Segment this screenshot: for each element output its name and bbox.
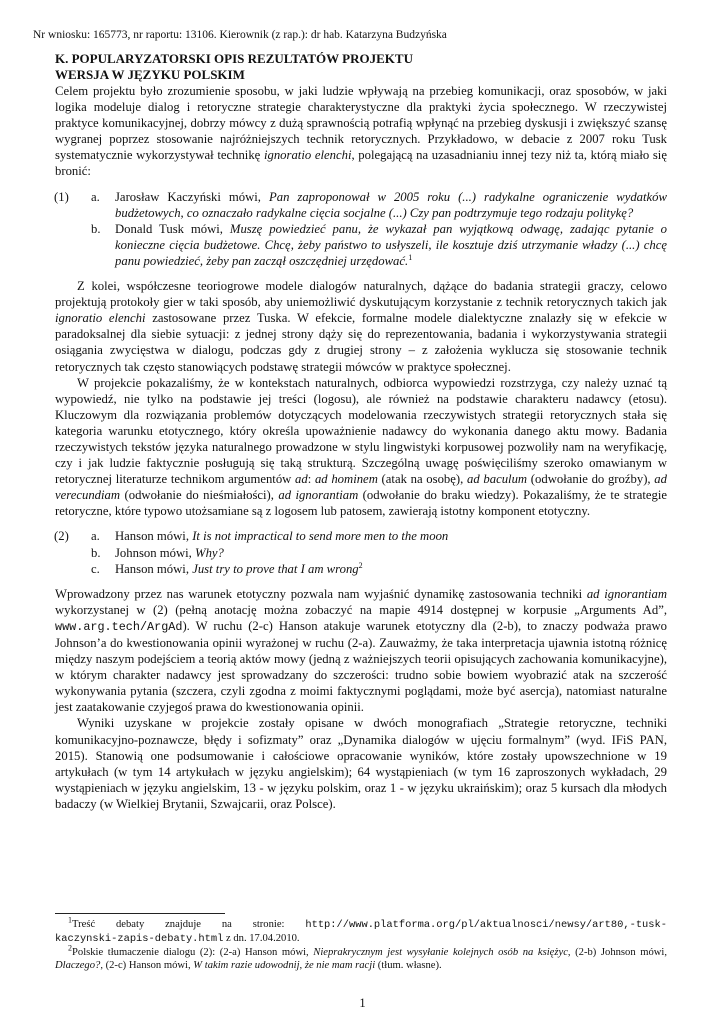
footnote-text: , (2-b) Johnson mówi, [567,947,667,958]
text-run: (odwołanie do braku wiedzy). Pokazaliśmy, że te strategie retoryczne, które typowo utożsamiane są z logosem lub patosem, zawierają istotny komponent etotyczny. [55,488,667,519]
speaker-text: Donald Tusk mówi, [115,221,230,236]
quoted-utterance: Muszę powiedzieć panu, że wykazał pan wyjątkową odwagę, zadając pytanie o konieczne cięcia budżetowe. Chcę, żeby państwo to usłyszeli, ile kosztuje dziś utrzymanie władzy (...) chcę panu powiedzieć, żeby pan zaczął oszczędniej urzędować. [115,221,667,268]
footnote-text: , (2-c) Hanson mówi, [100,960,194,971]
speaker-text: Hanson mówi, [115,529,193,544]
footnote-2 [55,943,667,972]
example-item-label: a. [91,189,100,204]
example-item-b [115,221,667,269]
text-run: : [307,472,315,487]
quoted-utterance: It is not impractical to send more men to the moon [192,529,449,544]
paragraph-ad-ignorantiam [55,586,667,716]
footnote-ref-2[interactable]: 2 [358,560,363,570]
main-content [55,51,667,812]
example-item-b [115,545,667,561]
term-ad-ignorantiam: ad ignorantiam [586,586,667,601]
term-ignoratio-elenchi: ignoratio elenchi [55,311,146,326]
text-run: (odwołanie do nieśmiałości), [120,488,279,503]
example-item-label: c. [91,561,100,576]
text-run: Celem projektu było zrozumienie sposobu, w jaki ludzie wpływają na przebieg komunikacji, oraz sposobów, w jaki logika modeluje dialog i retoryczne strategie charakterystyczne dla praktyki życia społecznego. W rzeczywistej praktyce komunikacyjnej, dobrzy mówcy z dużą sprawnością potrafią wpłynąć na przebieg dyskusji i zwiększyć szansę wygranej poprzez stosowanie najróżniejszych technik retorycznych. Przykładowo, w debacie z 2007 roku Tusk systematycznie wykorzystywał technikę [55,84,667,163]
text-run: ). W ruchu (2-c) Hanson atakuje warunek etotyczny dla (2-b), to znaczy podważa prawo Johnson’a do kwestionowania opinii wyrażonej w ruchu (2-a). Zauważmy, że taka interpretacja ujawnia istotną różnicę między naszym podejściem a teorią aktów mowy (jedną z ważniejszych teorii opisujących zachowania komunikacyjne), w którym charakter nadawcy jest sprowadzany do szczerości: trudno sobie bowiem wyobrazić atak na szczerość wykonywania pytania (szczera, czyli zgodna z moimi faktycznymi poglądami, może być asercja), natomiast naturalne jest zaatakowanie czyjegoś prawa do kwestionowania opinii. [55,618,667,715]
term-ignoratio-elenchi: ignoratio elenchi [263,148,352,163]
footnote-quote: W takim razie udowodnij, że nie mam racji [193,960,376,971]
example-item-a [115,528,667,544]
example-item-label: b. [91,545,101,560]
section-title [55,51,667,82]
example-item-c [115,561,667,577]
text-run: (atak na osobę), [377,472,467,487]
example-item-label: a. [91,529,100,544]
quoted-utterance: Why? [195,545,224,560]
example-2 [54,528,667,576]
paragraph-game-models [55,278,667,375]
text-run: W projekcie pokazaliśmy, że w kontekstach naturalnych, odbiorca wypowiedzi rozstrzyga, czy należy uznać tą wypowiedź, nie tylko na podstawie jej treści (logosu), ale również na podstawie charakteru nadawcy (etosu). Kluczowym dla rozwiązania problemów dotyczących modelowania rzeczywistych strategii retorycznych stała się kategoria warunku etotycznego, który określa upoważnienie nadawcy do wykonania danego aktu mowy. Badania rzeczywistych tekstów języka naturalnego prowadzone w stylu lingwistyki korpusowej pozwoliły nam na weryfikację, czy i jak ludzie faktycznie posługują się taką strukturą. Szczególną uwagę poświęciliśmy szeroko omawianym w retorycznej literaturze technikom argumentów [55,375,667,487]
example-item-a [115,189,667,221]
term: ad ignorantiam [278,488,359,503]
footnote-divider [55,913,225,914]
section-title-line-1: K. POPULARYZATORSKI OPIS REZULTATÓW PROJEKTU [55,51,413,66]
example-number: (1) [54,189,69,204]
term: ad [295,472,308,487]
page-number: 1 [359,996,366,1010]
footnote-text: z dn. 17.04.2010. [223,933,300,944]
footnote-1 [55,915,667,946]
speaker-text: Hanson mówi, [115,561,193,576]
speaker-text: Johnson mówi, [115,545,196,560]
footnote-ref-1[interactable]: 1 [408,252,413,262]
corpus-link[interactable]: www.arg.tech/ArgAd [55,619,183,634]
text-run: Z kolei, współczesne teoriogrowe modele dialogów naturalnych, dążące do badania strategii graczy, celowo projektują protokoły gier w taki sposób, aby uniemożliwić dyskutującym korzystanie z technik retorycznych takich jak [55,279,667,310]
example-1 [54,189,667,269]
example-number: (2) [54,529,69,544]
paragraph-results: Wyniki uzyskane w projekcie zostały opisane w dwóch monografiach „Strategie retoryczne, techniki komunikacyjno-poznawcze, błędy i sofizmaty” oraz „Dynamika dialogów w ujęciu formalnym” (wyd. IFiS PAN, 2015). Stanowią one podsumowanie i całościowe opracowanie wyników, które zostały upowszechnione w 19 artykułach (w tym 14 artykułach w języku angielskim); 64 wystąpieniach (w tym 16 zaproszonych wykładach, 29 wystąpieniach w języku angielskim, 13 - w języku polskim, oraz 1 - w języku ukraińskim); oraz 5 kursach dla młodych badaczy (w Wielkiej Brytanii, Szwajcarii, oraz Polsce). [55,716,667,811]
footnote-quote: Nieprakrycznym jest wysyłanie kolejnych osób na księżyc [313,947,568,958]
footnote-mark: 1 [68,915,72,925]
footnote-mark: 2 [68,943,72,953]
report-header: Nr wniosku: 165773, nr raportu: 13106. Kierownik (z rap.): dr hab. Katarzyna Budzyńska [33,29,447,41]
footnote-text: Polskie tłumaczenie dialogu (2): (2-a) Hanson mówi, [72,947,314,958]
quoted-utterance: Pan zaproponował w 2005 roku (...) radykalne ograniczenie wydatków budżetowych, co oznaczało radykalne cięcia socjalne (...) Czy pan podtrzymuje tego rodzaju politykę? [115,189,667,220]
quoted-utterance: Just try to prove that I am wrong [192,561,359,576]
footnote-quote: Dlaczego? [55,960,101,971]
text-run: Wprowadzony przez nas warunek etotyczny pozwala nam wyjaśnić dynamikę zastosowania techniki [55,586,587,601]
term: ad hominem [314,472,378,487]
footnote-url[interactable]: http://www.platforma.org/pl/aktualnosci/newsy/art80,-tusk-kaczynski-zapis-debaty.html [55,919,667,945]
text-run: wykorzystanej w (2) (pełną anotację można zobaczyć na mapie 4914 dostępnej w korpusie „Arguments Ad”, [55,602,667,617]
speaker-text: Jarosław Kaczyński mówi, [115,189,269,204]
footnote-text: Treść debaty znajduje na stronie: [72,919,306,930]
term: ad baculum [467,472,528,487]
text-run: (odwołanie do groźby), [527,472,655,487]
text-run: , polegającą na uzasadnianiu innej tezy niż ta, którą miało się bronić: [55,148,667,179]
footnote-text: (tłum. własne). [375,960,442,971]
text-run: zastosowane przez Tuska. W efekcie, formalne modele dialektyczne znalazły się w efekcie w paradoksalnej dla siebie sytuacji: z jednej strony dąży się do reprezentowania, badania i wykorzystywania strategii osiągania zwycięstwa w dialogu, podczas gdy z drugiej strony – z założenia wyklucza się stosowanie technik retorycznych tak często stanowiących podstawę strategii mówców w praktyce społecznej. [55,311,667,374]
section-title-line-2: WERSJA W JĘZYKU POLSKIM [55,66,245,82]
paragraph-ethotic-condition [55,375,667,520]
footnotes [55,915,667,972]
example-item-label: b. [91,221,101,236]
paragraph-intro [55,83,667,180]
term: ad verecundiam [55,472,667,503]
